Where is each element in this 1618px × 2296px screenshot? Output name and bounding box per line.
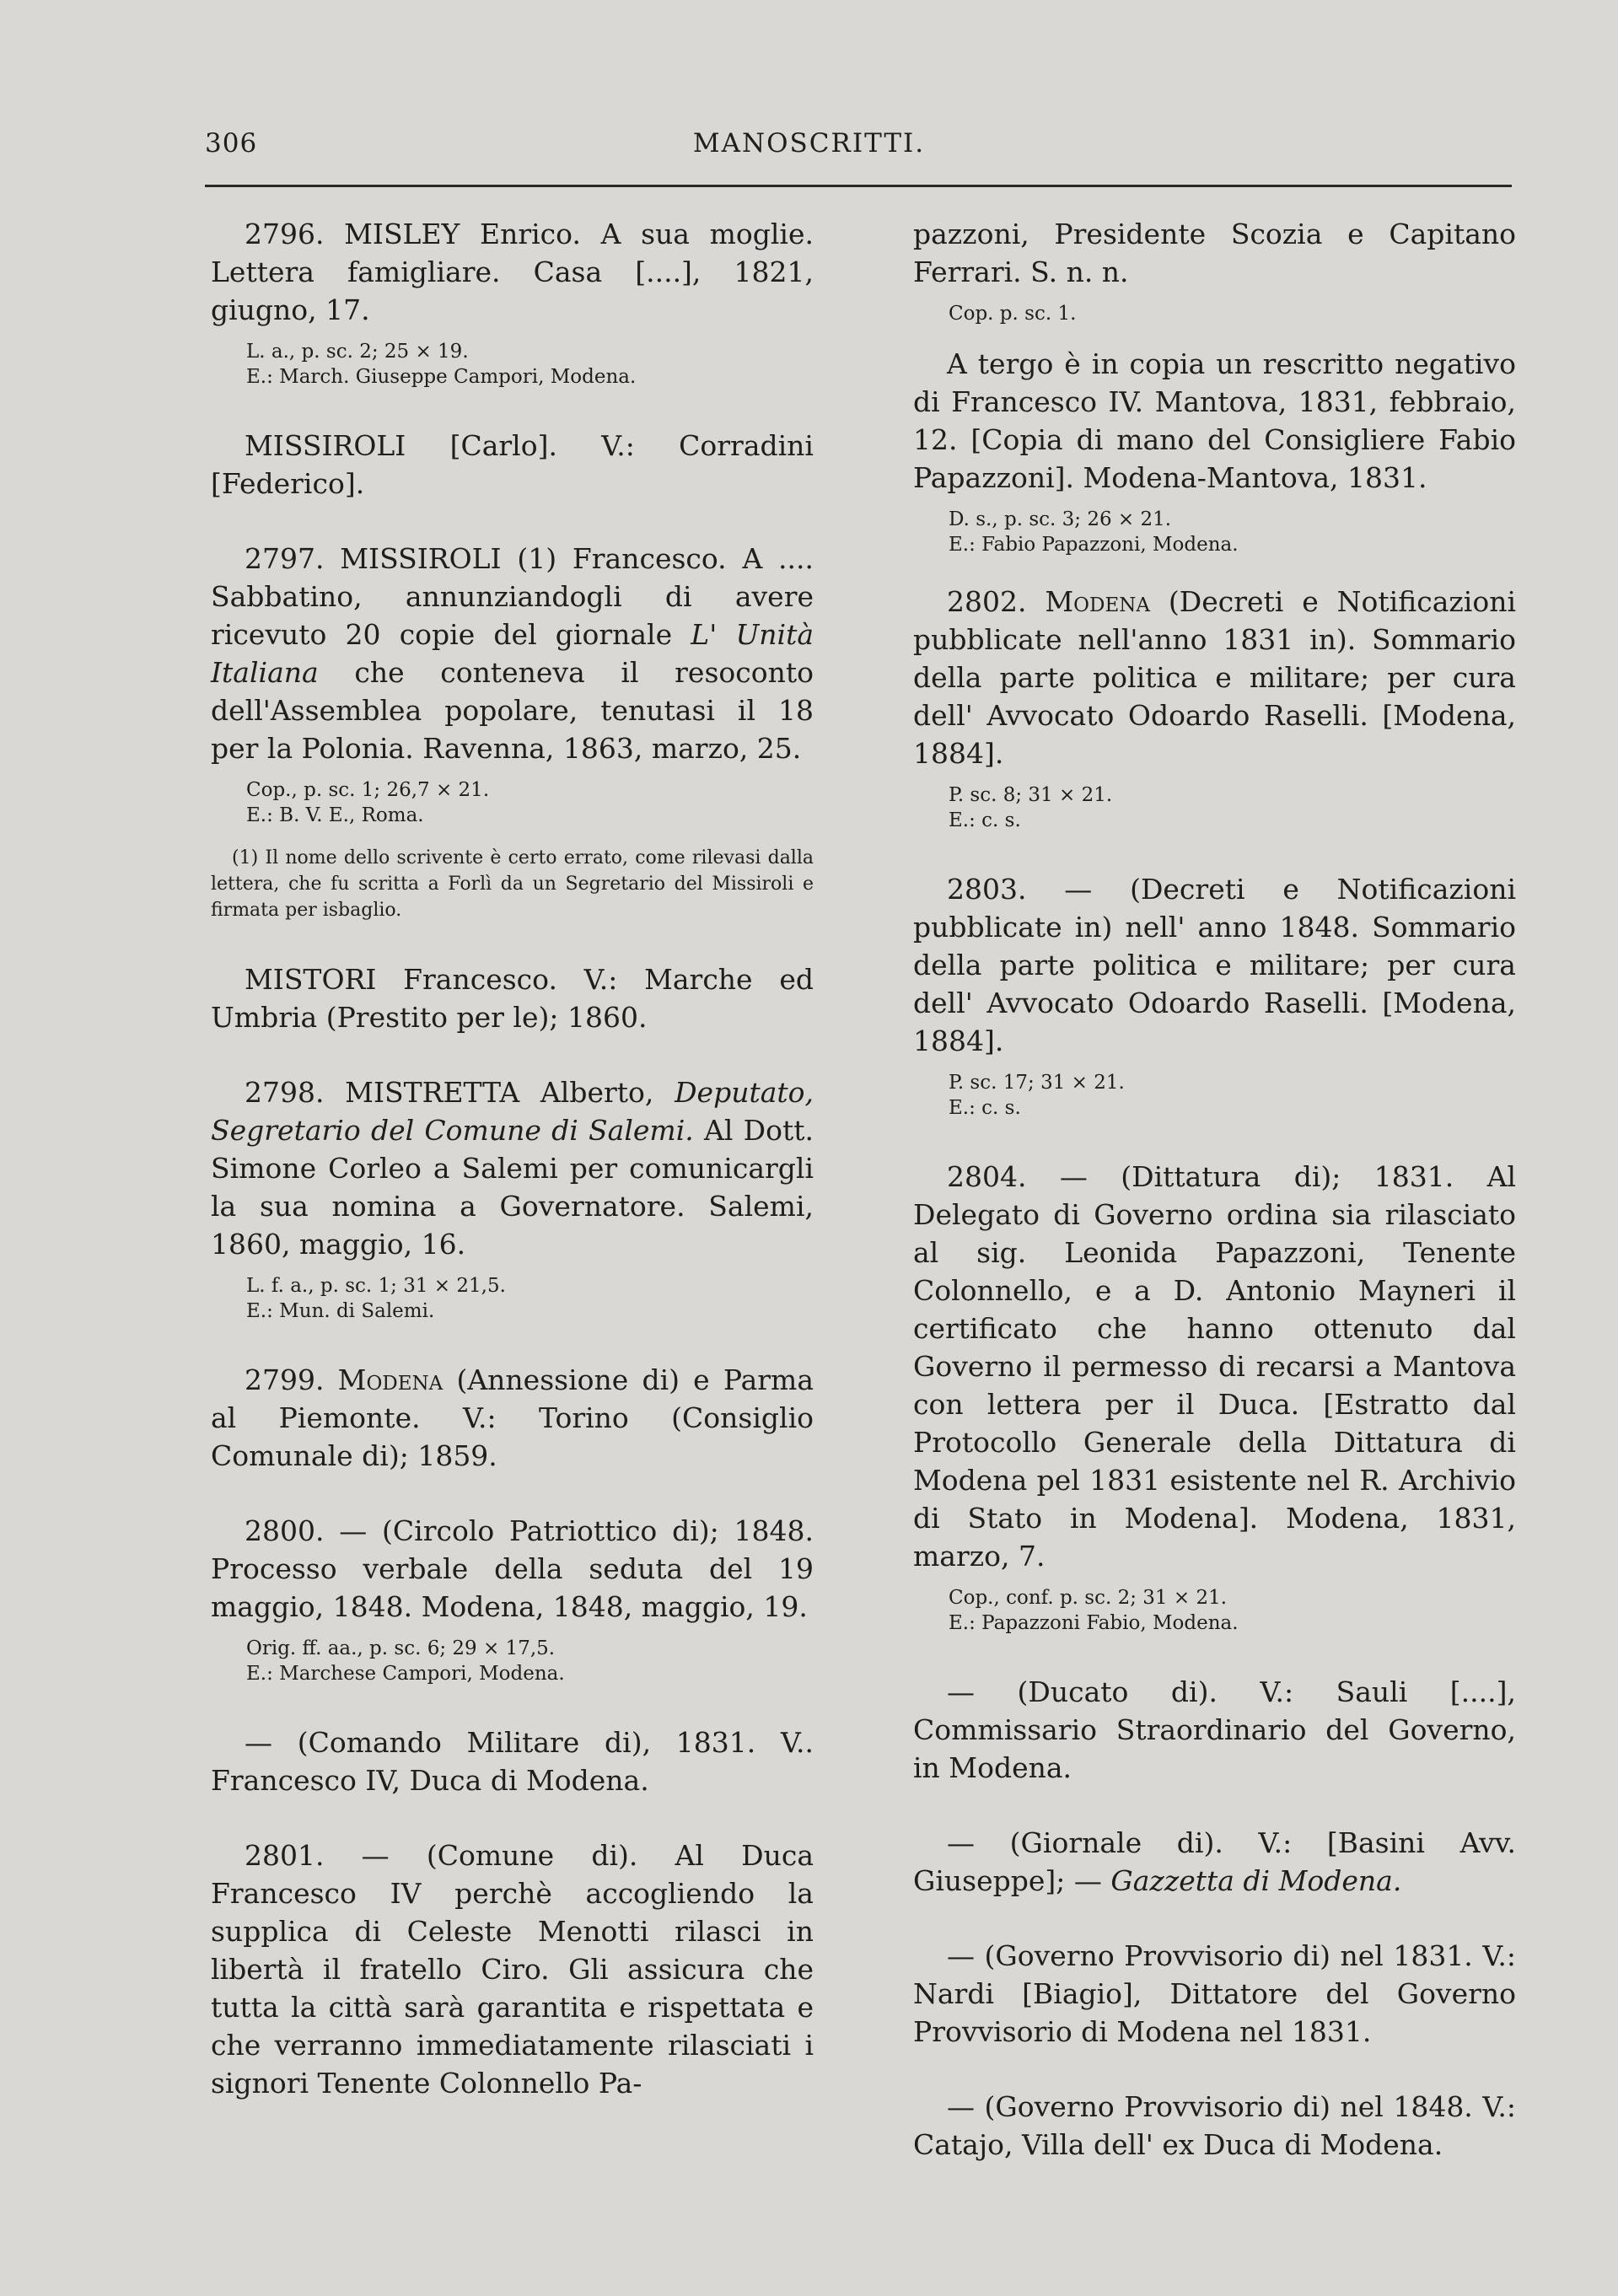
entry-text-part: Al Dott. Simone Corleo a Salemi per comunicargli la sua nomina a Governatore. Salemi, 1860, maggio, 16.	[211, 1114, 814, 1261]
entry-number: 2799.	[245, 1363, 338, 1396]
entry-metadata	[913, 507, 1516, 557]
entry-2804	[913, 1158, 1516, 1636]
entry-2802	[913, 583, 1516, 833]
cross-reference-missiroli-carlo	[211, 427, 814, 503]
entry-2801-continued	[913, 215, 1516, 557]
entry-text: 2803. — (Decreti e Notificazioni pubblicate in) nell' anno 1848. Sommario della parte politica e militare; per cura dell' Avvocato Odoardo Raselli. [Modena, 1884].	[913, 873, 1516, 1057]
physical-description: P. sc. 8; 31 ⨯ 21.	[949, 784, 1113, 806]
page-number: 306	[205, 128, 258, 159]
exhibitor: E.: Marchese Campori, Modena.	[246, 1663, 565, 1685]
cross-reference-text: MISSIROLI [Carlo]. V.: Corradini [Federico].	[211, 429, 814, 500]
entry-heading: Modena	[1045, 585, 1150, 618]
footnote: (1) Il nome dello scrivente è certo errato, come rilevasi dalla lettera, che fu scritta a Forlì da un Segretario del Missiroli e firmata per isbaglio.	[211, 847, 814, 921]
entry-text-part: (Annessione di) e Parma al Piemonte. V.: Torino (Consiglio Comunale di); 1859.	[211, 1363, 814, 1472]
exhibitor: E.: c. s.	[949, 1097, 1021, 1119]
entry-metadata	[913, 782, 1516, 833]
exhibitor: E.: c. s.	[949, 809, 1021, 831]
cross-reference-mistori	[211, 960, 814, 1036]
right-column	[913, 215, 1516, 2201]
physical-description: Orig. ff. aa., p. sc. 6; 29 ⨯ 17,5.	[246, 1637, 556, 1659]
entry-text	[211, 1361, 814, 1475]
entry-metadata	[913, 1585, 1516, 1636]
cross-reference-part: — (Giornale di). V.: [Basini Avv. Giuseppe]; —	[913, 1826, 1516, 1897]
entry-heading: Modena	[337, 1363, 443, 1396]
entry-text-part: che conteneva il resoconto dell'Assemblea popolare, tenutasi il 18 per la Polonia. Ravenna, 1863, marzo, 25.	[211, 656, 814, 765]
entry-text: 2801. — (Comune di). Al Duca Francesco IV perchè accogliendo la supplica di Celeste Menotti rilasci in libertà il fratello Ciro. Gli assicura che tutta la città sarà garantita e rispettata e che verranno immediatamente rilasciati i signori Tenente Colonnello Pa-	[211, 1839, 814, 2100]
left-column	[211, 215, 814, 2139]
cross-reference-ducato	[913, 1673, 1516, 1787]
entry-text	[913, 583, 1516, 772]
header-rule	[205, 185, 1512, 187]
physical-description: Cop. p. sc. 1.	[949, 303, 1077, 325]
cross-reference-giornale	[913, 1824, 1516, 1900]
author-role: Deputato, Segretario del Comune di Salemi.	[211, 1076, 814, 1147]
cross-reference-text: — (Governo Provvisorio di) nel 1848. V.: Catajo, Villa dell' ex Duca di Modena.	[913, 2090, 1516, 2161]
cross-reference-text: MISTORI Francesco. V.: Marche ed Umbria (Prestito per le); 1860.	[211, 963, 814, 1034]
physical-description: P. sc. 17; 31 ⨯ 21.	[949, 1072, 1125, 1094]
entry-metadata	[913, 301, 1516, 326]
entry-text: 2804. — (Dittatura di); 1831. Al Delegato di Governo ordina sia rilasciato al sig. Leonida Papazzoni, Tenente Colonnello, e a D. Antonio Mayneri il certificato che hanno ottenuto dal Governo il permesso di recarsi a Mantova con lettera per il Duca. [Estratto dal Protocollo Generale della Dittatura di Modena pel 1831 esistente nel R. Archivio di Stato in Modena]. Modena, 1831, marzo, 7.	[913, 1160, 1516, 1573]
cross-reference-text: — (Ducato di). V.: Sauli [....], Commissario Straordinario del Governo, in Modena.	[913, 1675, 1516, 1784]
cross-reference-governo-1848	[913, 2088, 1516, 2164]
cross-reference-text: — (Governo Provvisorio di) nel 1831. V.: Nardi [Biagio], Dittatore del Governo Provvisorio di Modena nel 1831.	[913, 1939, 1516, 2048]
newspaper-title: Gazzetta di Modena.	[1110, 1864, 1402, 1897]
entry-2797	[211, 540, 814, 923]
physical-description: Cop., conf. p. sc. 2; 31 ⨯ 21.	[949, 1587, 1228, 1609]
entry-2799	[211, 1361, 814, 1475]
entry-metadata	[211, 777, 814, 828]
physical-description: L. f. a., p. sc. 1; 31 ⨯ 21,5.	[246, 1275, 506, 1297]
entry-2796	[211, 215, 814, 390]
entry-2801	[211, 1836, 814, 2102]
entry-text: 2796. MISLEY Enrico. A sua moglie. Lettera famigliare. Casa [....], 1821, giugno, 17.	[211, 218, 814, 326]
physical-description: L. a., p. sc. 2; 25 ⨯ 19.	[246, 341, 469, 363]
entry-text-part: (Decreti e Notificazioni pubblicate nell'anno 1831 in). Sommario della parte politica e militare; per cura dell' Avvocato Odoardo Raselli. [Modena, 1884].	[913, 585, 1516, 770]
entry-text	[211, 1073, 814, 1263]
cross-reference-comando-militare	[211, 1723, 814, 1799]
entry-text-verso: A tergo è in copia un rescritto negativo di Francesco IV. Mantova, 1831, febbraio, 12. [Copia di mano del Consigliere Fabio Papazzoni]. Modena-Mantova, 1831.	[913, 347, 1516, 494]
entry-text	[211, 540, 814, 767]
exhibitor: E.: Mun. di Salemi.	[246, 1300, 435, 1322]
exhibitor: E.: Papazzoni Fabio, Modena.	[949, 1612, 1239, 1634]
exhibitor: E.: March. Giuseppe Campori, Modena.	[246, 366, 637, 388]
cross-reference-text: — (Comando Militare di), 1831. V.. Francesco IV, Duca di Modena.	[211, 1726, 814, 1797]
entry-text: 2800. — (Circolo Patriottico di); 1848. Processo verbale della seduta del 19 maggio, 1848. Modena, 1848, maggio, 19.	[211, 1514, 814, 1623]
cross-reference-text	[913, 1824, 1516, 1900]
entry-2798	[211, 1073, 814, 1324]
exhibitor: E.: B. V. E., Roma.	[246, 804, 424, 826]
exhibitor: E.: Fabio Papazzoni, Modena.	[949, 534, 1239, 556]
physical-description: D. s., p. sc. 3; 26 ⨯ 21.	[949, 508, 1172, 530]
entry-2800	[211, 1512, 814, 1686]
cross-reference-governo-1831	[913, 1937, 1516, 2051]
entry-metadata	[211, 1273, 814, 1324]
entry-text-part: 2798. MISTRETTA Alberto,	[245, 1076, 675, 1109]
entry-text-part: 2797. MISSIROLI (1) Francesco. A .... Sabbatino, annunziandogli di avere ricevuto 20 copie del giornale	[211, 542, 814, 651]
entry-2803	[913, 870, 1516, 1121]
entry-metadata	[913, 1070, 1516, 1121]
physical-description: Cop., p. sc. 1; 26,7 ⨯ 21.	[246, 779, 490, 801]
entry-metadata	[211, 1636, 814, 1686]
newspaper-title: L' Unità Italiana	[211, 618, 814, 689]
entry-number: 2802.	[947, 585, 1046, 618]
entry-text: pazzoni, Presidente Scozia e Capitano Ferrari. S. n. n.	[913, 218, 1516, 288]
entry-metadata	[211, 339, 814, 390]
running-head: MANOSCRITTI.	[692, 128, 926, 159]
